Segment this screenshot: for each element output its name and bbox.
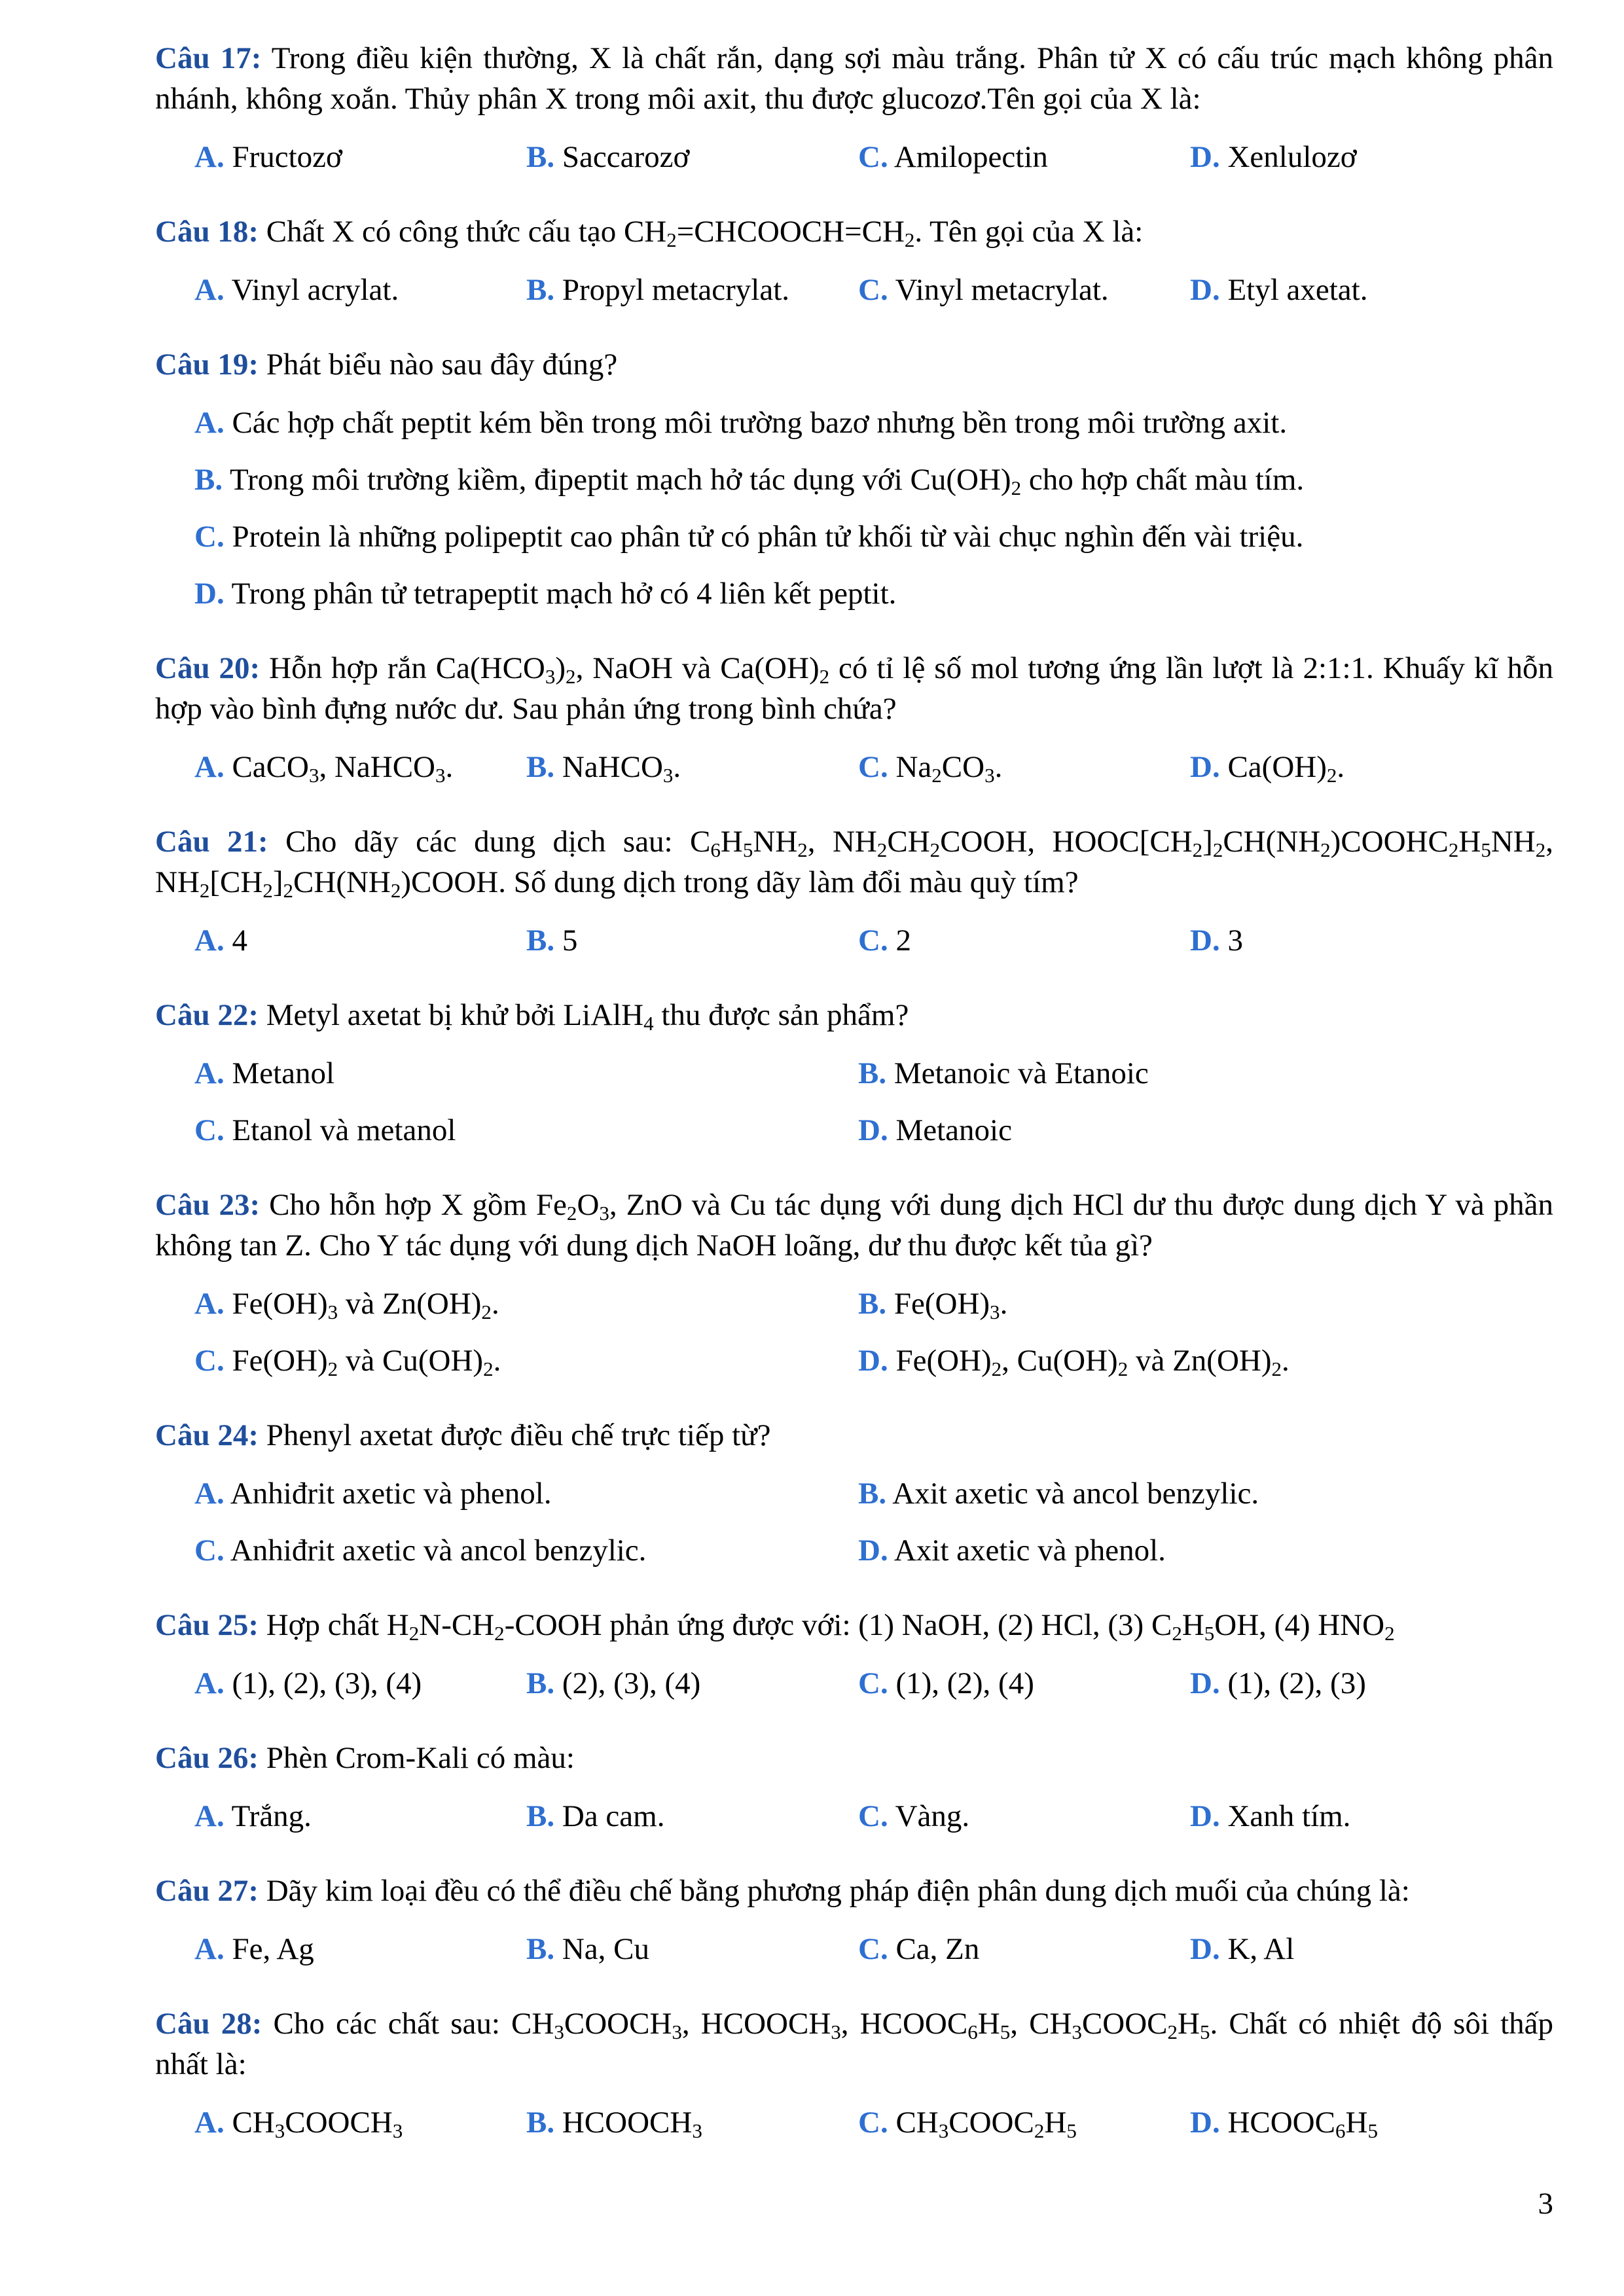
question-20 [155,648,1553,729]
option-c[interactable]: C. $Na_2CO_3$. [858,750,1003,787]
options-27 [194,1929,1553,1986]
options-17 [194,137,1553,194]
option-c[interactable]: C. Vàng. [858,1799,970,1833]
option-b[interactable]: B. NaHCO$_3$. [526,750,681,787]
option-c[interactable]: C. Vinyl metacrylat. [858,273,1109,307]
option-b[interactable]: B. 5 [526,924,578,958]
question-label: Câu 18: [155,215,259,249]
option-a[interactable]: A. Fe, Ag [194,1932,314,1966]
option-d[interactable]: D. Metanoic [858,1113,1012,1147]
question-label: Câu 19: [155,348,259,382]
option-d[interactable]: D. (1), (2), (3) [1190,1666,1366,1700]
question-stem: Phát biểu nào sau đây đúng? [258,348,618,382]
question-17 [155,38,1553,119]
option-a[interactable]: A. Fructozơ [194,140,342,174]
question-stem: Metyl axetat bị khử bởi LiAlH$_4$ thu được sản phẩm? [258,998,909,1035]
options-20 [194,747,1553,804]
question-21 [155,821,1553,903]
options-25 [194,1663,1553,1720]
option-c[interactable]: C. Anhiđrit axetic và ancol benzylic. [194,1534,647,1568]
option-b[interactable]: B. (2), (3), (4) [526,1666,701,1700]
option-b[interactable]: B. Da cam. [526,1799,665,1833]
option-b[interactable]: B. Metanoic và Etanoic [858,1056,1149,1090]
option-a[interactable]: A. 4 [194,924,247,958]
question-23 [155,1185,1553,1266]
question-stem: Dãy kim loại đều có thể điều chế bằng phương pháp điện phân dung dịch muối của chúng là: [258,1874,1410,1908]
question-stem: Chất X có công thức cấu tạo $CH_2=CHCOOCH=CH_2$. Tên gọi của X là: [258,215,1144,251]
question-stem: Phenyl axetat được điều chế trực tiếp từ? [258,1418,771,1452]
question-26 [155,1738,1553,1778]
page-number: 3 [1538,2187,1553,2221]
option-d[interactable]: D. $HCOOC_6H_5$ [1190,2106,1378,2142]
options-28 [194,2102,1553,2159]
options-26 [194,1796,1553,1853]
option-c[interactable]: C. Amilopectin [858,140,1048,174]
option-a[interactable]: A. Metanol [194,1056,335,1090]
question-stem: Hỗn hợp rắn $Ca(HCO_3)_2$, NaOH và $Ca(OH)_2$ có tỉ lệ số mol tương ứng lần lượt là 2:1:1. Khuấy kĩ hỗn hợp vào bình đựng nước dư. Sau phản ứng trong bình chứa? [155,651,1554,726]
options-24 [194,1473,1553,1587]
question-stem: Cho dãy các dung dịch sau: $C_6H_5NH_2$, $NH_2CH_2COOH$, $HOOC[CH_2]_2CH(NH_2)COOHC_2H_5NH_2$, $NH_2[CH_2]_2CH(NH_2)COOH$. Số dung dịch trong dãy làm đổi màu quỳ tím? [155,825,1553,902]
option-d[interactable]: D. Xanh tím. [1190,1799,1351,1833]
option-b[interactable]: B. Propyl metacrylat. [526,273,790,307]
option-d[interactable]: D. 3 [1190,924,1243,958]
options-21 [194,920,1553,977]
question-stem: Trong điều kiện thường, X là chất rắn, dạng sợi màu trắng. Phân tử X có cấu trúc mạch không phân nhánh, không xoắn. Thủy phân X trong môi axit, thu được glucozơ.Tên gọi của X là: [155,41,1553,116]
option-d[interactable]: D. K, Al [1190,1932,1295,1966]
option-c[interactable]: C. 2 [858,924,911,958]
option-d[interactable]: D. Trong phân tử tetrapeptit mạch hở có 4 liên kết peptit. [194,577,897,611]
question-27 [155,1871,1553,1911]
question-label: Câu 23: [155,1188,261,1222]
option-d[interactable]: D. $Ca(OH)_2$. [1190,750,1345,787]
question-label: Câu 21: [155,825,268,859]
question-label: Câu 28: [155,2007,262,2041]
option-b[interactable]: B. Na, Cu [526,1932,650,1966]
question-stem: Cho các chất sau: $CH_3COOCH_3$, $HCOOCH_3$, $HCOOC_6H_5$, $CH_3COOC_2H_5$. Chất có nhiệt độ sôi thấp nhất là: [155,2007,1554,2081]
option-c[interactable]: C. $Fe(OH)_2$ và $Cu(OH)_2$. [194,1344,501,1380]
question-24 [155,1415,1553,1456]
exam-page [155,38,1553,2177]
question-25 [155,1605,1553,1645]
option-d[interactable]: D. Axit axetic và phenol. [858,1534,1166,1568]
question-stem: Cho hỗn hợp X gồm $Fe_2O_3$, ZnO và Cu tác dụng với dung dịch HCl dư thu được dung dịch Y và phần không tan Z. Cho Y tác dụng với dung dịch NaOH loãng, dư thu được kết tủa gì? [155,1188,1554,1263]
question-28 [155,2003,1553,2085]
question-22 [155,995,1553,1035]
option-a[interactable]: A. Vinyl acrylat. [194,273,399,307]
options-19 [194,403,1553,630]
option-c[interactable]: C. Etanol và metanol [194,1113,456,1147]
question-18 [155,211,1553,252]
option-d[interactable]: D. $Fe(OH)_2$, $Cu(OH)_2$ và $Zn(OH)_2$. [858,1344,1290,1380]
question-label: Câu 22: [155,998,259,1032]
option-c[interactable]: C. Protein là những polipeptit cao phân tử có phân tử khối từ vài chục nghìn đến vài triệu. [194,520,1304,554]
question-label: Câu 17: [155,41,262,75]
option-b[interactable]: B. Trong môi trường kiềm, đipeptit mạch hở tác dụng với $Cu(OH)_2$ cho hợp chất màu tím. [194,463,1305,499]
question-label: Câu 20: [155,651,261,685]
option-a[interactable]: A. CaCO$_3$, NaHCO$_3$. [194,750,454,787]
question-19 [155,344,1553,385]
option-b[interactable]: B. $HCOOCH_3$ [526,2106,702,2142]
option-c[interactable]: C. Ca, Zn [858,1932,980,1966]
options-18 [194,270,1553,327]
option-d[interactable]: D. Etyl axetat. [1190,273,1368,307]
option-a[interactable]: A. $CH_3COOCH_3$ [194,2106,403,2142]
question-label: Câu 26: [155,1741,259,1775]
question-label: Câu 27: [155,1874,259,1908]
option-a[interactable]: A. Các hợp chất peptit kém bền trong môi trường bazơ nhưng bền trong môi trường axit. [194,406,1288,440]
option-b[interactable]: B. Saccarozơ [526,140,690,174]
question-label: Câu 25: [155,1608,259,1642]
options-22 [194,1053,1553,1167]
option-a[interactable]: A. Trắng. [194,1799,312,1833]
question-stem: Phèn Crom-Kali có màu: [258,1741,575,1775]
option-a[interactable]: A. $Fe(OH)_3$ và $Zn(OH)_2$. [194,1287,499,1323]
option-b[interactable]: B. $Fe(OH)_3$. [858,1287,1008,1323]
option-a[interactable]: A. (1), (2), (3), (4) [194,1666,422,1700]
option-a[interactable]: A. Anhiđrit axetic và phenol. [194,1477,552,1511]
option-b[interactable]: B. Axit axetic và ancol benzylic. [858,1477,1259,1511]
option-c[interactable]: C. $CH_3COOC_2H_5$ [858,2106,1077,2142]
option-c[interactable]: C. (1), (2), (4) [858,1666,1034,1700]
options-23 [194,1283,1553,1397]
option-d[interactable]: D. Xenlulozơ [1190,140,1357,174]
question-label: Câu 24: [155,1418,259,1452]
question-stem: Hợp chất $H_2N-CH_2$-COOH phản ứng được với: (1) NaOH, (2) HCl, (3) $C_2H_5OH$, (4) $HNO_2$ [258,1608,1395,1645]
